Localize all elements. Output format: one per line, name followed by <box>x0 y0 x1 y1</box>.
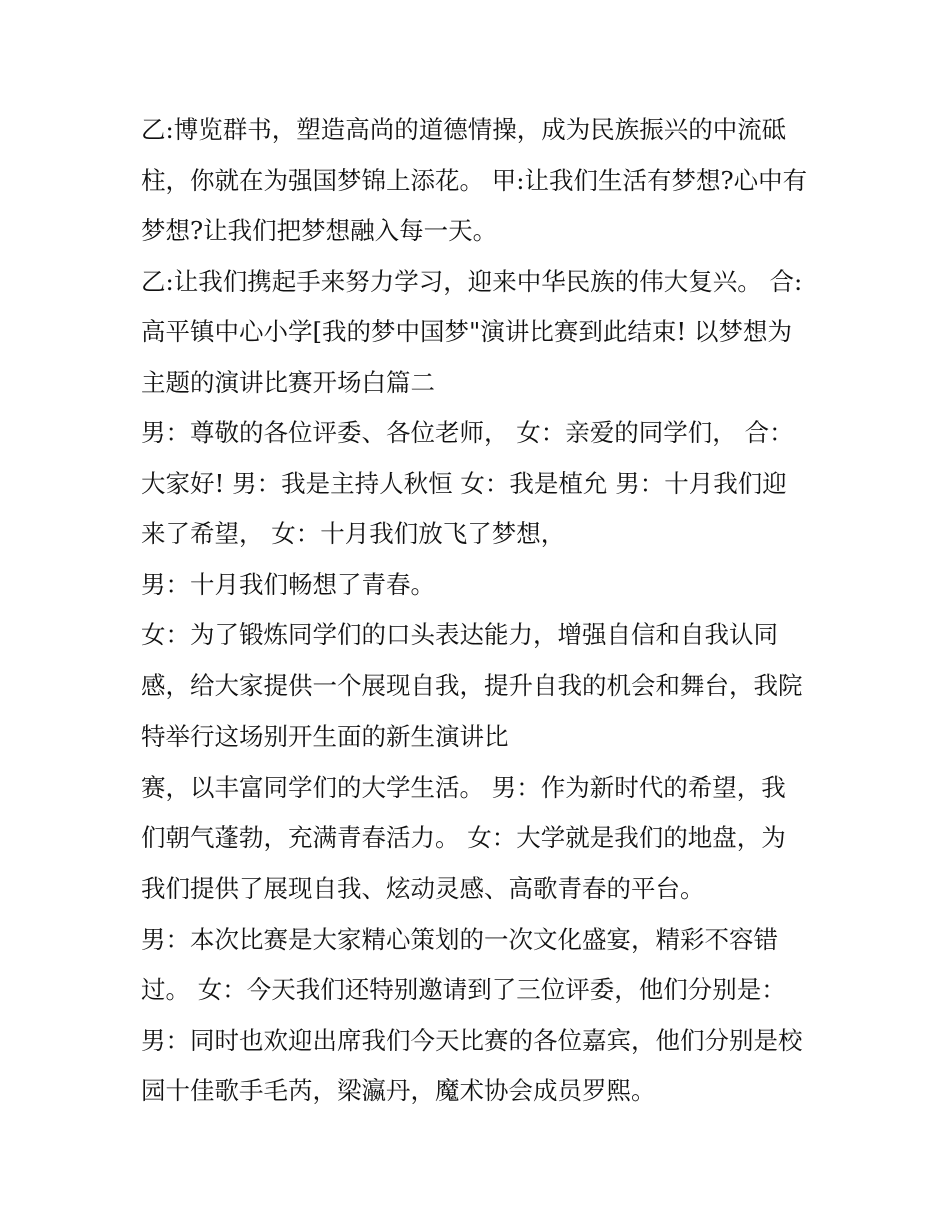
text-line: 主题的演讲比赛开场白篇二 <box>141 368 435 397</box>
text-line: 男：十月我们畅想了青春。 <box>141 570 435 599</box>
text-line: 女：为了锻炼同学们的口头表达能力，增强自信和自我认同 <box>141 620 778 649</box>
text-line: 园十佳歌手毛芮，梁瀛丹，魔术协会成员罗熙。 <box>141 1076 656 1105</box>
text-line: 来了希望， 女：十月我们放飞了梦想， <box>141 519 566 548</box>
text-line: 们朝气蓬勃，充满青春活力。 女：大学就是我们的地盘，为 <box>141 823 786 852</box>
text-line: 男：本次比赛是大家精心策划的一次文化盛宴，精彩不容错 <box>141 925 778 954</box>
text-line: 柱，你就在为强国梦锦上添花。 甲:让我们生活有梦想?心中有 <box>141 166 808 195</box>
text-line: 过。 女：今天我们还特别邀请到了三位评委，他们分别是： <box>141 975 786 1004</box>
text-line: 赛，以丰富同学们的大学生活。 男：作为新时代的希望，我 <box>141 773 786 802</box>
text-line: 我们提供了展现自我、炫动灵感、高歌青春的平台。 <box>141 874 705 903</box>
text-line: 感，给大家提供一个展现自我，提升自我的机会和舞台，我院 <box>141 671 803 700</box>
text-line: 男：尊敬的各位评委、各位老师， 女：亲爱的同学们， 合： <box>141 418 794 447</box>
text-line: 乙:让我们携起手来努力学习，迎来中华民族的伟大复兴。 合: <box>141 267 803 296</box>
text-line: 高平镇中心小学[我的梦中国梦"演讲比赛到此结束! 以梦想为 <box>141 317 792 346</box>
text-line: 梦想?让我们把梦想融入每一天。 <box>141 216 498 245</box>
text-line: 大家好! 男：我是主持人秋恒 女：我是植允 男：十月我们迎 <box>141 469 787 498</box>
text-line: 男：同时也欢迎出席我们今天比赛的各位嘉宾，他们分别是校 <box>141 1026 803 1055</box>
text-line: 特举行这场别开生面的新生演讲比 <box>141 722 509 751</box>
text-line: 乙:博览群书，塑造高尚的道德情操，成为民族振兴的中流砥 <box>141 115 787 144</box>
